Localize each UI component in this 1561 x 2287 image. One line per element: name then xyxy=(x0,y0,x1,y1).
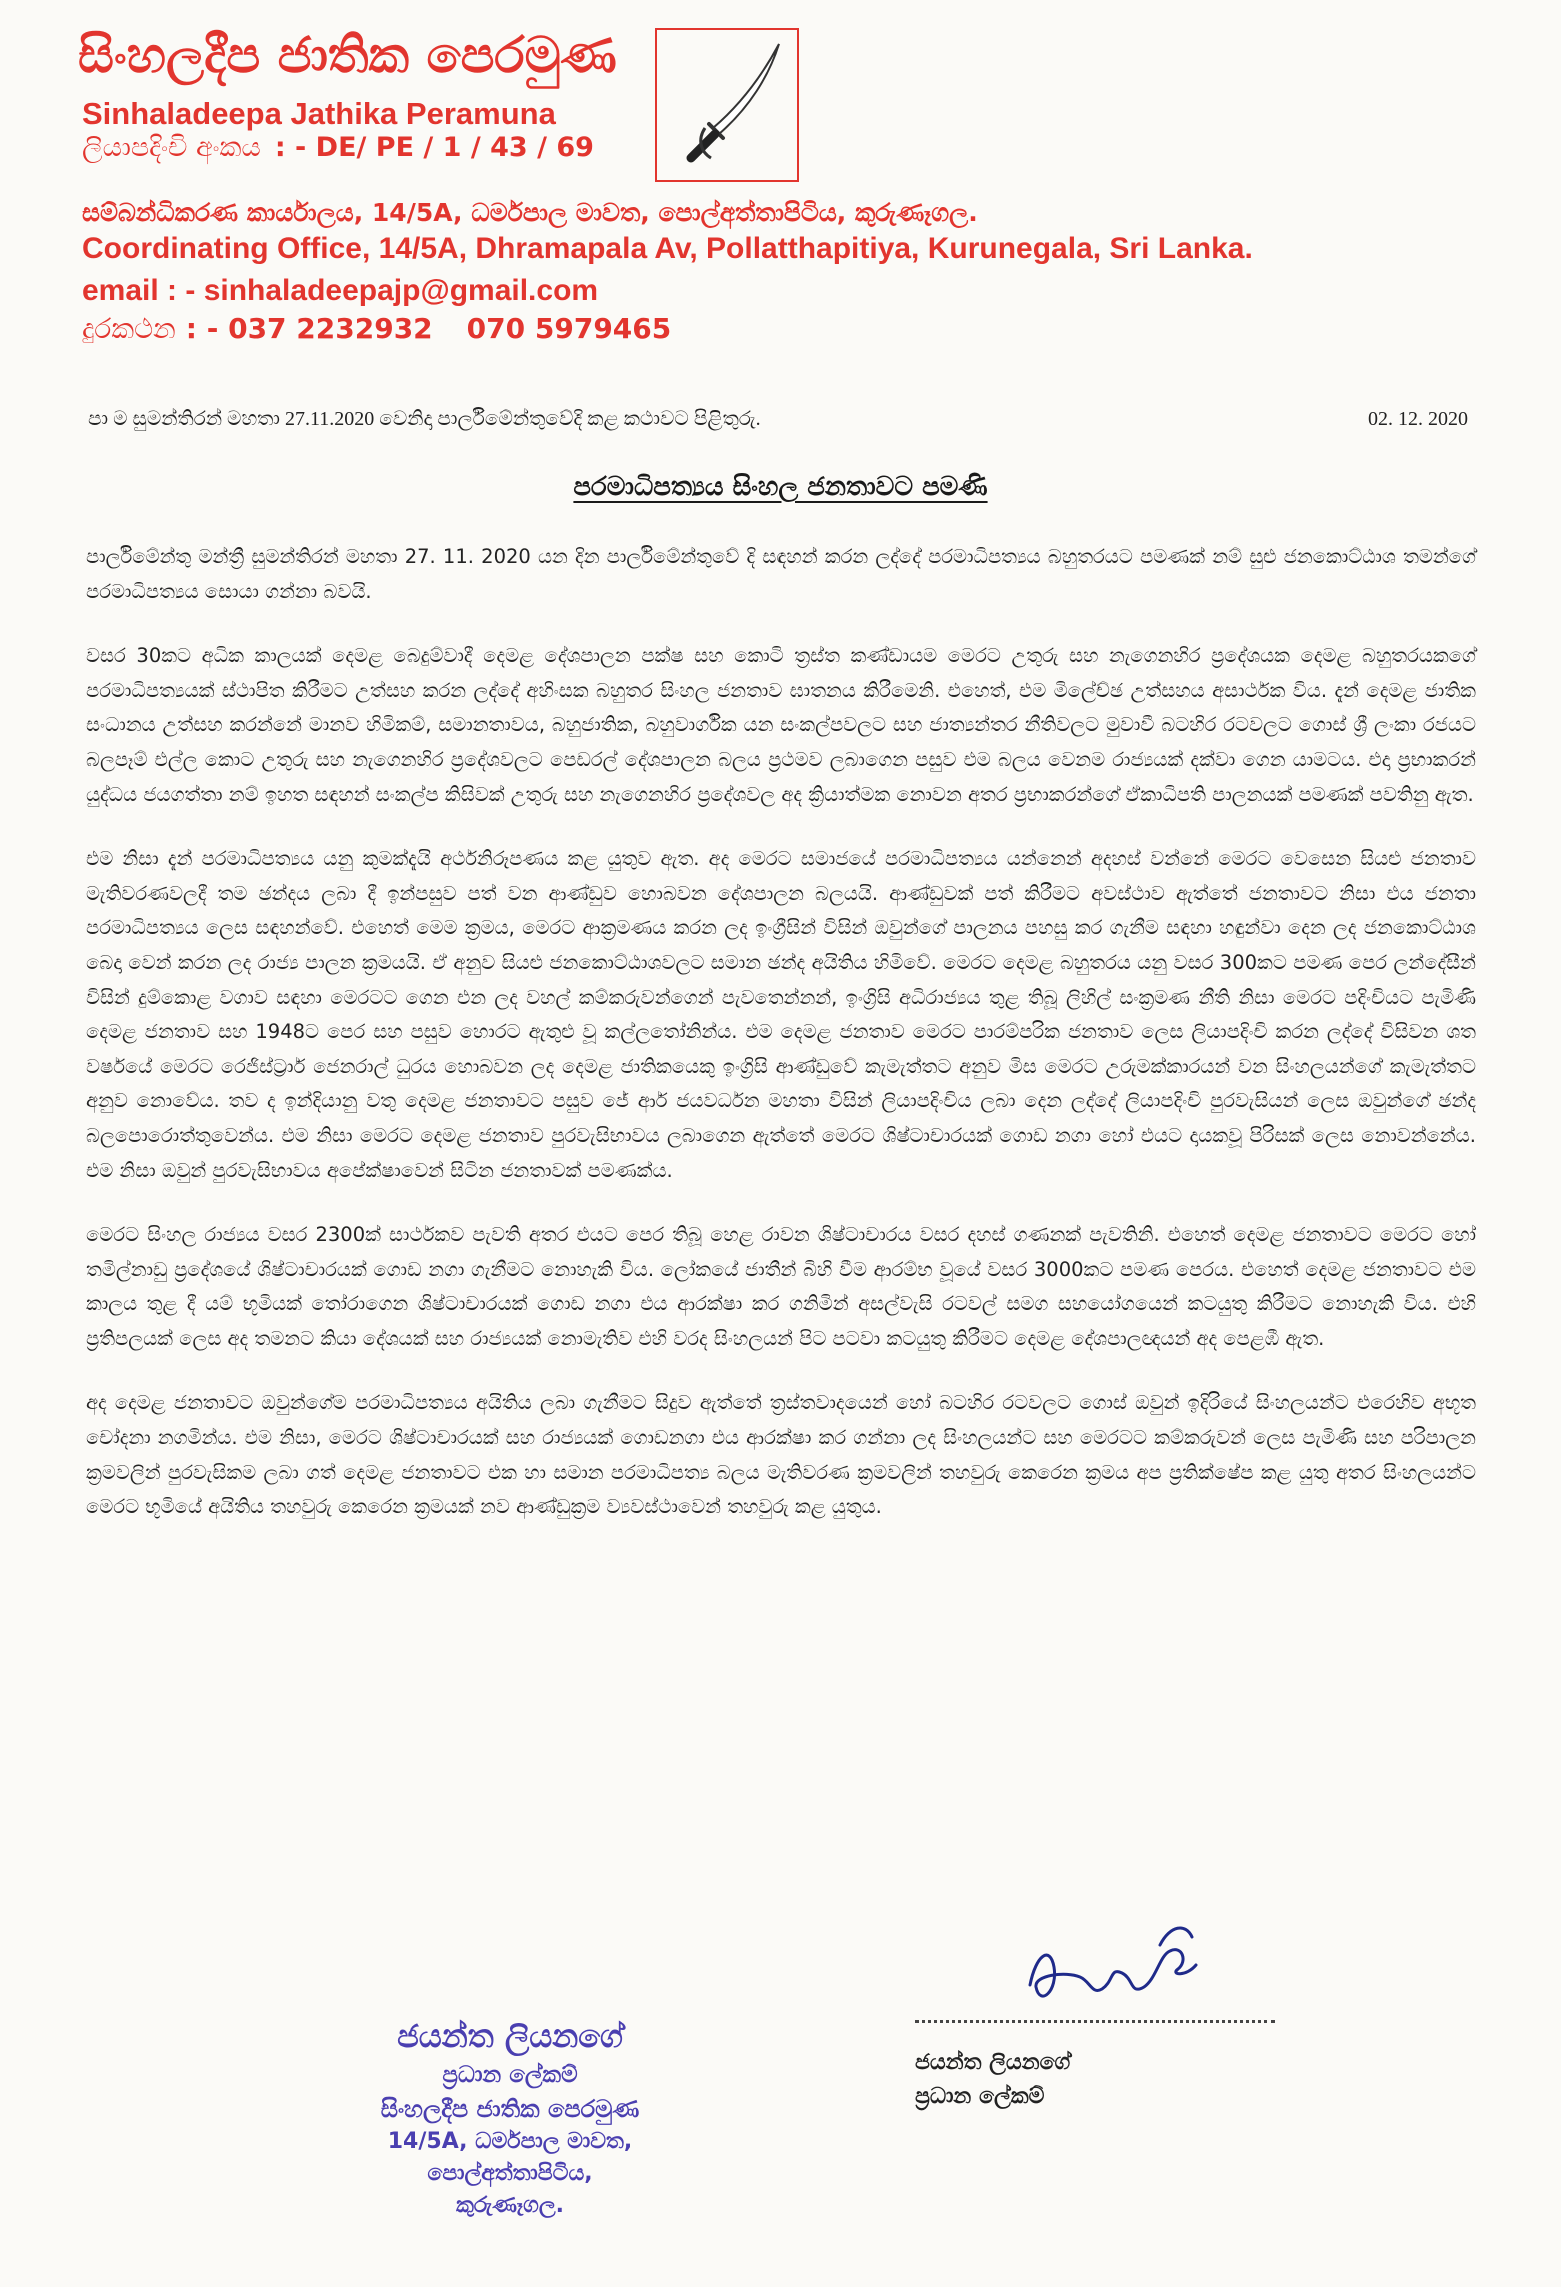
address-english: Coordinating Office, 14/5A, Dhramapala Av, Pollatthapitiya, Kurunegala, Sri Lanka. xyxy=(82,232,1253,265)
phone-number-1[interactable]: : - 037 2232932 xyxy=(185,312,433,345)
phone-number-2[interactable]: 070 5979465 xyxy=(466,312,672,345)
org-name-sinhala: සිංහලදීප ජාතික පෙරමුණ xyxy=(78,26,617,84)
letter-body xyxy=(86,540,1476,1555)
stamp-address-2: පොල්අත්තාපිටිය, xyxy=(427,2161,593,2186)
stamp-designation: ප්‍රධාන ලේකම් xyxy=(442,2062,578,2088)
official-stamp xyxy=(300,2014,720,2222)
signer-block xyxy=(915,2046,1070,2114)
registration-label: ලියාපදිංචි අංකය xyxy=(82,132,261,163)
body-paragraph-3: එම නිසා දැන් පරමාධිපත්‍යය යනු කුමක්දැයි අර්ථනිරූපණය කළ යුතුව ඇත. අද මෙරට සමාජයේ පරමාධිපත්‍යය යන්නෙන් අදහස් වන්නේ මෙරට වෙසෙන සියළු ජනතාව මැතිවරණවලදී තම ඡන්දය ලබා දී ඉන්පසුව පත් වන ආණ්ඩුව හොබවන දේශපාලන බලයයි. ආණ්ඩුවක් පත් කිරීමට අවස්ථාව ඇත්තේ ජනතාවට නිසා එය ජනතා පරමාධිපත්‍යය ලෙස සඳහන්වේ. එහෙත් මෙම ක්‍රමය, මෙරට ආක්‍රමණය කරන ලද ඉංග්‍රීසින් විසින් ඔවුන්ගේ පාලනය පහසු කර ගැනීම සඳහා හඳුන්වා දෙන ලද ජනකොට්ඨාශ බෙදා වෙන් කරන ලද රාජ්‍ය පාලන ක්‍රමයයි. ඒ අනුව සියළු ජනකොට්ඨාශවලට සමාන ඡන්ද අයිතිය හිමිවේ. මෙරට දෙමළ බහුතරය යනු වසර 300කට පමණ පෙර ලන්දේසීන් විසින් දුම්කොළ වගාව සඳහා මෙරටට ගෙන එන ලද වහල් කම්කරුවන්ගෙන් පැවතෙන්නන්, ඉංග්‍රිසි අධිරාජ්‍යය තුළ තිබූ ලිහිල් සංක්‍රමණ නීති නිසා මෙරට පදිංචියට පැමිණි දෙමළ ජනතාව සහ 1948ට පෙර සහ පසුව හොරට ඇතුළු වූ කල්ලතෝනින්ය. එම දෙමළ ජනතාව මෙරට පාරම්පරික ජනතාව ලෙස ලියාපදිංචි කරන ලද්දේ විසිවන ශත වර්ෂයේ මෙරට රෙජිස්ට්‍රාර් ජෙනරාල් ධුරය හොබවන ලද දෙමළ ජාතිකයෙකු ඉංග්‍රිසි ආණ්ඩුවේ කැමැත්තට අනුව මිස මෙරට උරුමක්කාරයන් වන සිංහලයන්ගේ කැමැත්තට අනුව නොවේය. තව ද ඉන්දියානු වතු දෙමළ ජනතාවට පසුව ජේ ආර් ජයවර්ධන මහතා විසින් ලියාපදිංචිය ලබා දෙන ලද්දේ ලියාපදිංචි පුරවැසියන් ලෙස ඔවුන්ගේ ඡන්ද බලපොරොත්තුවෙන්ය. එම නිසා මෙරට දෙමළ ජනතාව පුරවැසිභාවය ලබාගෙන ඇත්තේ මෙරට ශිෂ්ටාචාරයක් ගොඩ නගා හෝ එයට දායකවූ පිරිසක් ලෙස නොවන්නේය. එම නිසා ඔවුන් පුරවැසිභාවය අපේක්ෂාවෙන් සිටින ජනතාවක් පමණක්ය. xyxy=(86,847,1476,1182)
letter-date: 02. 12. 2020 xyxy=(1368,408,1468,430)
signature xyxy=(1010,1915,1230,2025)
body-paragraph-5: අද දෙමළ ජනතාවට ඔවුන්ගේම පරමාධිපත්‍යය අයිතිය ලබා ගැනීමට සිදුව ඇත්තේ ත්‍රස්තවාදයෙන් හෝ බටහිර රටවලට ගොස් ඔවුන් ඉදිරියේ සිංහලයන්ට එරෙහිව අභූත චෝදනා නගමින්ය. එම නිසා, මෙරට ශිෂ්ටාචාරයක් සහ රාජ්‍යයක් ගොඩනගා එය ආරක්ෂා කර ගන්නා ලද සිංහලයන්ට සහ මෙරටට කම්කරුවන් ලෙස පැමිණි සහ පරිපාලන ක්‍රමවලින් පුරවැසිකම ලබා ගත් දෙමළ ජනතාවට එක හා සමාන පරමාධිපත්‍ය බලය මැතිවරණ ක්‍රමවලින් තහවුරු කෙරෙන ක්‍රමය අප ප්‍රතික්ෂේප කළ යුතු අතර සිංහලයන්ට මෙරට භූමියේ අයිතිය තහවුරු කෙරෙන ක්‍රමයක් නව ආණ්ඩුක්‍රම ව්‍යවස්ථාවෙන් තහවුරු කළ යුතුය. xyxy=(86,1391,1476,1519)
reference-subject: පා ම සුමන්තිරන් මහතා 27.11.2020 වෙනිදා පාර්ලිමේන්තුවේදි කළ කථාවට පිළිතුරු. xyxy=(88,408,761,430)
phone-line xyxy=(82,312,671,346)
signature-line xyxy=(915,2020,1275,2023)
signer-designation: ප්‍රධාන ලේකම් xyxy=(915,2084,1045,2109)
org-name-english: Sinhaladeepa Jathika Peramuna xyxy=(82,96,556,131)
document-title-text: පරමාධිපත්‍යය සිංහල ජනතාවට පමණි xyxy=(573,472,988,502)
registration-value: : - DE/ PE / 1 / 43 / 69 xyxy=(274,132,594,163)
stamp-address-1: 14/5A, ධර්මපාල මාවත, xyxy=(387,2129,633,2154)
body-paragraph-4: මෙරට සිංහල රාජ්‍යය වසර 2300ක් සාර්ථකව පැවති අතර එයට පෙර තිබූ හෙළ රාවන ශිෂ්ටාචාරය වසර දහස් ගණනක් පැවතිනි. එහෙත් දෙමළ ජනතාවට මෙරට හෝ තමිල්නාඩු ප්‍රදේශයේ ශිෂ්ටාචාරයක් ගොඩ නගා ගැනීමට නොහැකි විය. ලෝකයේ ජාතීන් බිහි වීම ආරම්භ වූයේ වසර 3000කට පමණ පෙරය. එහෙත් දෙමළ ජනතාවට එම කාලය තුළ දී යම් භූමියක් තෝරාගෙන ශිෂ්ටාචාරයක් ගොඩ නගා එය ආරක්ෂා කර ගනිමින් අසල්වැසි රටවල් සමග සහයෝගයෙන් කටයුතු කිරීමට නොහැකි විය. එහි ප්‍රතිපලයක් ලෙස අද තමනට කියා දේශයක් සහ රාජ්‍යයක් නොමැතිව එහි වරද සිංහලයන් පිට පටවා කටයුතු කිරීමට දෙමළ දේශපාලඥයන් අද පෙළඹී ඇත. xyxy=(86,1223,1476,1350)
phone-label: දුරකථන xyxy=(82,312,176,345)
sword-icon xyxy=(655,28,799,182)
stamp-address-3: කුරුණෑගල. xyxy=(456,2193,564,2218)
document-title xyxy=(0,472,1561,503)
signer-name: ජයන්ත ලියනගේ xyxy=(915,2050,1071,2075)
body-paragraph-2: වසර 30කට අධික කාලයක් දෙමළ බෙදුම්වාදී දෙමළ දේශපාලන පක්ෂ සහ කොටි ත්‍රස්ත කණ්ඩායම මෙරට උතුරු සහ නැගෙනහිර ප්‍රදේශයක දෙමළ බහුතරයකගේ පරමාධිපත්‍යයක් ස්ථාපිත කිරීමට උත්සහ කරන ලද්දේ අහිංසක බහුතර සිංහල ජනතාව ඝාතනය කිරීමෙනි. එහෙත්, එම මිලේච්ඡ උත්සහය අසාර්ථක විය. දැන් දෙමළ ජාතික සංධානය උත්සහ කරන්නේ මානව හිමිකම්, සමානතාවය, බහුජාතික, බහුවාර්ගික යන සංකල්පවලට සහ ජාත්‍යන්තර නීතිවලට මුවාවී බටහිර රටවලට ගොස් ශ්‍රී ලංකා රජයට බලපෑම් එල්ල කොට උතුරු සහ නැගෙනහිර ප්‍රදේශවලට පෙඩරල් දේශපාලන බලය ප්‍රථමව ලබාගෙන පසුව එම බලය වෙනම රාජ්‍යයක් දක්වා ගෙන යාමටය. එදා ප්‍රභාකරන් යුද්ධය ජයගත්තා නම් ඉහත සඳහන් සංකල්ප කිසිවක් උතුරු සහ නැගෙනහිර ප්‍රදේශවල අද ක්‍රියාත්මක නොවන අතර ප්‍රභාකරන්ගේ ඒකාධිපති පාලනයක් පමණක් පවතිනු ඇත. xyxy=(86,644,1476,806)
body-paragraph-1: පාර්ලිමේන්තු මන්ත්‍රී සුමන්තිරන් මහතා 27. 11. 2020 යන දින පාර්ලිමේන්තුවේ දි සඳහන් කරන ලද්දේ පරමාධිපත්‍යය බහුතරයට පමණක් නම් සුළු ජනකොට්ඨාශ තමන්ගේ පරමාධිපත්‍යය සොයා ගන්නා බවයි. xyxy=(86,545,1476,603)
letterhead xyxy=(0,0,1561,370)
address-sinhala: සම්බන්ධිකරණ කාර්යාලය, 14/5A, ධර්මපාල මාවත, පොල්අත්තාපිටිය, කුරුණෑගල. xyxy=(82,198,978,227)
registration-number xyxy=(82,132,594,164)
stamp-name: ජයන්ත ලියනගේ xyxy=(397,2017,623,2055)
stamp-organization: සිංහලදීප ජාතික පෙරමුණ xyxy=(380,2095,640,2123)
email-line[interactable]: email : - sinhaladeepajp@gmail.com xyxy=(82,274,599,307)
reference-line xyxy=(88,408,1468,431)
